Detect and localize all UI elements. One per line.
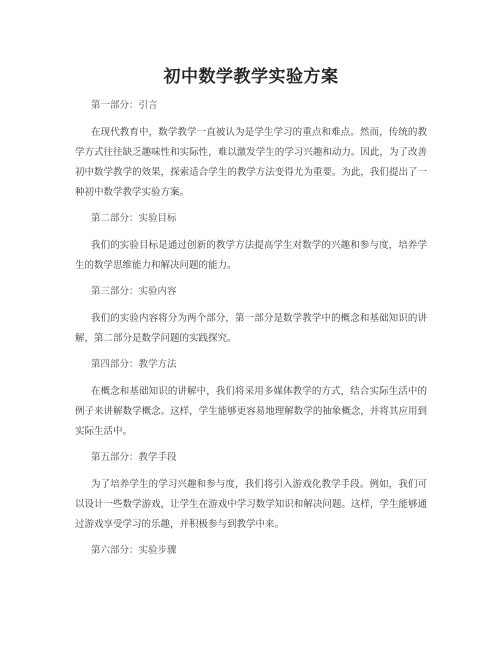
paragraph-text: 在现代教育中，数学教学一直被认为是学生学习的重点和难点。然而，传统的教学方式往往缺乏趣味性和实际性，难以激发学生的学习兴趣和动力。因此，为了改善初中数学教学的效果，探索适合学生的教学方法变得尤为重要。为此，我们提出了一种初中数学教学实验方案。 <box>75 127 427 198</box>
document-body <box>75 99 427 568</box>
document-title: 初中数学教学实验方案 <box>163 67 339 87</box>
paragraph-text: 我们的实验目标是通过创新的教学方法提高学生对数学的兴趣和参与度，培养学生的数学思维能力和解决问题的能力。 <box>75 240 427 271</box>
section-paragraph <box>75 475 427 535</box>
section-heading: 第六部分：实验步骤 <box>91 545 177 556</box>
section-heading: 第五部分：教学手段 <box>91 452 177 463</box>
section-heading: 第四部分：教学方法 <box>91 359 177 370</box>
paragraph-text: 在概念和基础知识的讲解中，我们将采用多媒体教学的方式，结合实际生活中的例子来讲解数学概念。这样，学生能够更容易地理解数学的抽象概念，并将其应用到实际生活中。 <box>75 386 427 437</box>
section-paragraph <box>75 309 427 349</box>
section-heading: 第一部分：引言 <box>91 100 158 111</box>
section-paragraph <box>75 123 427 203</box>
section-paragraph <box>75 236 427 276</box>
section-methods <box>75 358 427 442</box>
section-steps <box>75 544 427 557</box>
section-means <box>75 451 427 535</box>
section-introduction <box>75 99 427 203</box>
section-paragraph <box>75 382 427 442</box>
paragraph-text: 我们的实验内容将分为两个部分，第一部分是数学教学中的概念和基础知识的讲解，第二部分是数学问题的实践探究。 <box>75 313 427 344</box>
section-heading: 第三部分：实验内容 <box>91 286 177 297</box>
section-heading: 第二部分：实验目标 <box>91 213 177 224</box>
section-goals <box>75 212 427 276</box>
section-content <box>75 285 427 349</box>
paragraph-text: 为了培养学生的学习兴趣和参与度，我们将引入游戏化教学手段。例如，我们可以设计一些数学游戏，让学生在游戏中学习数学知识和解决问题。这样，学生能够通过游戏享受学习的乐趣，并积极参与到教学中来。 <box>75 479 427 530</box>
